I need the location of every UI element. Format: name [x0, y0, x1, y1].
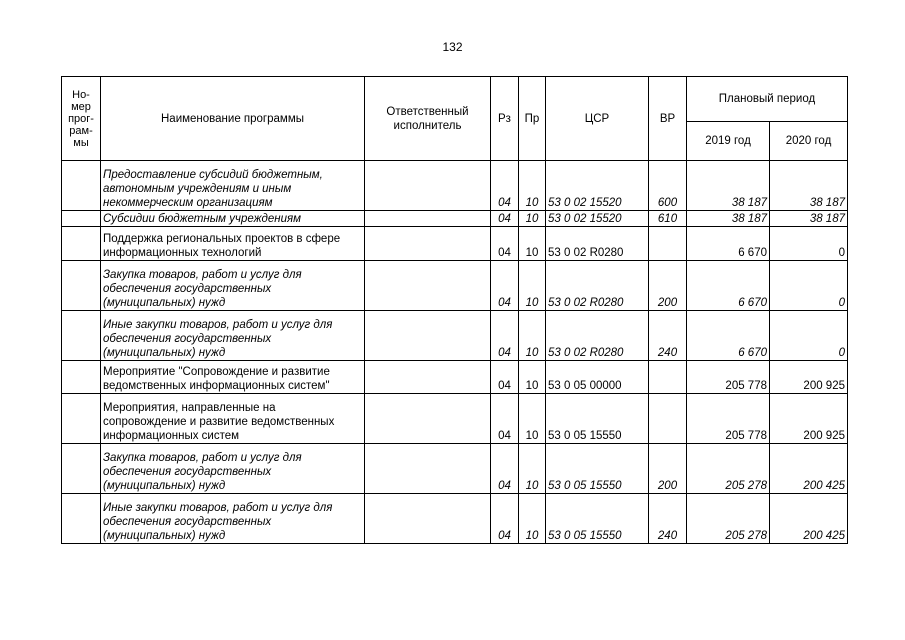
row-program-name-cell: Закупка товаров, работ и услуг для обеспечения государственных (муниципальных) нужд: [101, 444, 365, 494]
row-csr-cell: 53 0 02 R0280: [546, 311, 649, 361]
row-executor-cell: [365, 311, 491, 361]
row-vr-cell: 240: [649, 311, 687, 361]
budget-table: [61, 76, 848, 544]
row-2019-cell: 205 278: [687, 444, 770, 494]
row-program-name-cell: Предоставление субсидий бюджетным, автономным учреждениям и иным некоммерческим организациям: [101, 161, 365, 211]
row-vr-cell: [649, 361, 687, 394]
row-vr-cell: 240: [649, 494, 687, 544]
row-program-number-cell: [62, 211, 101, 227]
row-2019-cell: 205 778: [687, 394, 770, 444]
row-rz-cell: 04: [491, 494, 519, 544]
header-planned-period: Плановый период: [687, 77, 848, 122]
row-pr-cell: 10: [519, 261, 546, 311]
row-pr-cell: 10: [519, 444, 546, 494]
header-rz: Рз: [491, 77, 519, 161]
row-vr-cell: [649, 227, 687, 261]
row-2019-cell: 6 670: [687, 311, 770, 361]
header-program-number: Но-мер прог-рам-мы: [62, 77, 101, 161]
row-vr-cell: 200: [649, 444, 687, 494]
row-program-number-cell: [62, 444, 101, 494]
row-program-number-cell: [62, 227, 101, 261]
row-vr-cell: [649, 394, 687, 444]
row-2020-cell: 200 925: [770, 361, 848, 394]
table-row: [62, 227, 848, 261]
row-program-name-cell: Иные закупки товаров, работ и услуг для обеспечения государственных (муниципальных) нужд: [101, 311, 365, 361]
row-csr-cell: 53 0 02 15520: [546, 161, 649, 211]
row-pr-cell: 10: [519, 494, 546, 544]
row-2020-cell: 38 187: [770, 211, 848, 227]
row-2019-cell: 38 187: [687, 161, 770, 211]
row-2020-cell: 200 425: [770, 494, 848, 544]
row-executor-cell: [365, 394, 491, 444]
table-row: [62, 311, 848, 361]
row-2019-cell: 6 670: [687, 261, 770, 311]
row-2019-cell: 6 670: [687, 227, 770, 261]
table-row: [62, 161, 848, 211]
row-2020-cell: 0: [770, 261, 848, 311]
row-program-number-cell: [62, 494, 101, 544]
row-vr-cell: 610: [649, 211, 687, 227]
header-csr: ЦСР: [546, 77, 649, 161]
row-program-number-cell: [62, 261, 101, 311]
row-2019-cell: 38 187: [687, 211, 770, 227]
row-csr-cell: 53 0 02 R0280: [546, 261, 649, 311]
row-rz-cell: 04: [491, 211, 519, 227]
row-program-name-cell: Поддержка региональных проектов в сфере информационных технологий: [101, 227, 365, 261]
table-row: [62, 361, 848, 394]
row-executor-cell: [365, 161, 491, 211]
row-executor-cell: [365, 227, 491, 261]
row-vr-cell: 200: [649, 261, 687, 311]
table-row: [62, 261, 848, 311]
row-rz-cell: 04: [491, 444, 519, 494]
row-rz-cell: 04: [491, 361, 519, 394]
row-executor-cell: [365, 211, 491, 227]
header-executor: Ответственный исполнитель: [365, 77, 491, 161]
row-rz-cell: 04: [491, 161, 519, 211]
row-rz-cell: 04: [491, 311, 519, 361]
row-pr-cell: 10: [519, 161, 546, 211]
row-program-name-cell: Мероприятие "Сопровождение и развитие ведомственных информационных систем": [101, 361, 365, 394]
row-pr-cell: 10: [519, 311, 546, 361]
row-2020-cell: 0: [770, 227, 848, 261]
row-pr-cell: 10: [519, 227, 546, 261]
header-program-name: Наименование программы: [101, 77, 365, 161]
row-2019-cell: 205 278: [687, 494, 770, 544]
row-program-number-cell: [62, 311, 101, 361]
row-csr-cell: 53 0 05 15550: [546, 494, 649, 544]
row-vr-cell: 600: [649, 161, 687, 211]
row-pr-cell: 10: [519, 394, 546, 444]
page-number: 132: [442, 40, 463, 54]
row-program-number-cell: [62, 161, 101, 211]
row-csr-cell: 53 0 02 15520: [546, 211, 649, 227]
row-csr-cell: 53 0 05 15550: [546, 394, 649, 444]
row-program-number-cell: [62, 394, 101, 444]
row-program-name-cell: Субсидии бюджетным учреждениям: [101, 211, 365, 227]
row-executor-cell: [365, 361, 491, 394]
row-executor-cell: [365, 494, 491, 544]
row-executor-cell: [365, 444, 491, 494]
row-2020-cell: 0: [770, 311, 848, 361]
row-program-name-cell: Иные закупки товаров, работ и услуг для обеспечения государственных (муниципальных) нужд: [101, 494, 365, 544]
row-program-name-cell: Мероприятия, направленные на сопровождение и развитие ведомственных информационных систем: [101, 394, 365, 444]
table-row: [62, 494, 848, 544]
row-2020-cell: 200 925: [770, 394, 848, 444]
row-csr-cell: 53 0 02 R0280: [546, 227, 649, 261]
row-pr-cell: 10: [519, 211, 546, 227]
row-program-number-cell: [62, 361, 101, 394]
row-csr-cell: 53 0 05 00000: [546, 361, 649, 394]
row-rz-cell: 04: [491, 227, 519, 261]
header-year-2019: 2019 год: [687, 122, 770, 161]
row-rz-cell: 04: [491, 394, 519, 444]
header-vr: ВР: [649, 77, 687, 161]
table-row: [62, 211, 848, 227]
row-2020-cell: 38 187: [770, 161, 848, 211]
row-csr-cell: 53 0 05 15550: [546, 444, 649, 494]
table-row: [62, 394, 848, 444]
row-2020-cell: 200 425: [770, 444, 848, 494]
row-executor-cell: [365, 261, 491, 311]
row-program-name-cell: Закупка товаров, работ и услуг для обеспечения государственных (муниципальных) нужд: [101, 261, 365, 311]
row-pr-cell: 10: [519, 361, 546, 394]
table-row: [62, 444, 848, 494]
table-body: [62, 161, 848, 544]
header-pr: Пр: [519, 77, 546, 161]
row-rz-cell: 04: [491, 261, 519, 311]
row-2019-cell: 205 778: [687, 361, 770, 394]
header-year-2020: 2020 год: [770, 122, 848, 161]
